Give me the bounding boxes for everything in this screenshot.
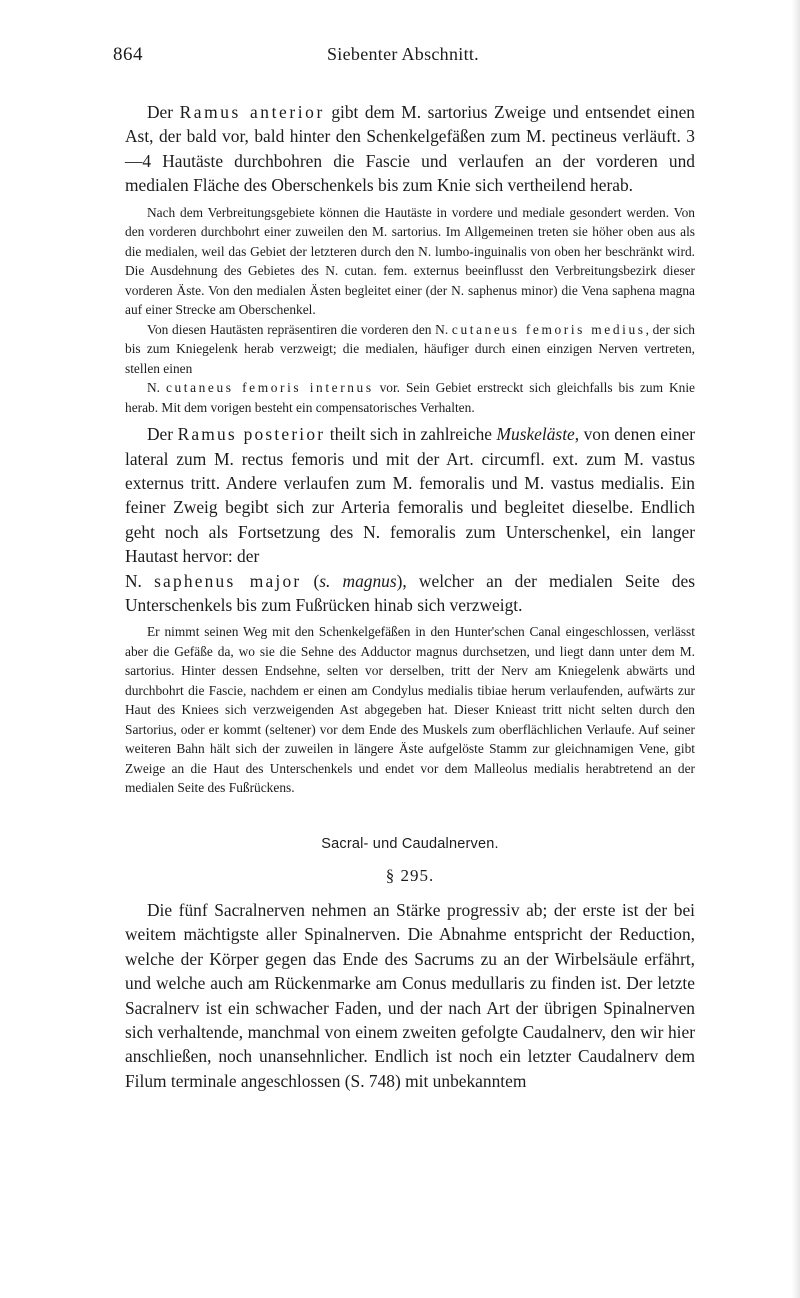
- term-cutaneus-femoris-medius: cutaneus femoris medius: [451, 321, 646, 337]
- paragraph-saphenus-major: N. saphenus major (s. magnus), welcher an der medialen Seite des Unterschenkels bis zum Fußrücken hinab sich verzweigt.: [125, 570, 695, 615]
- term-saphenus-major: saphenus major: [154, 570, 302, 591]
- running-title: Siebenter Abschnitt.: [327, 44, 479, 64]
- section-number: § 295.: [385, 865, 435, 885]
- note-cutaneus-internus: N. cutaneus femoris internus vor. Sein Gebiet erstreckt sich gleichfalls bis zum Knie herab. Mit dem vorigen besteht ein compensatorisches Verhalten.: [125, 380, 695, 415]
- note-cutaneus-medius: Von diesen Hautästen repräsentiren die vorderen den N. cutaneus femoris medius, der sich bis zum Kniegelenk herab verzweigt; die medialen, häufiger durch einen einzigen Nerven vertreten, stellen einen: [125, 321, 696, 376]
- paragraph-ramus-posterior: Der Ramus posterior theilt sich in zahlreiche Muskeläste, von denen einer lateral zum M. rectus femoris und mit der Art. circumfl. ext. zum M. vastus externus tritt. Andere verlaufen zum M. femoralis und M. vastus medialis. Ein feiner Zweig begibt sich zur Arteria femoralis und begleitet dieselbe. Endlich geht noch als Fortsetzung des N. femoralis zum Unterschenkel, ein langer Hautast hervor: der: [125, 424, 695, 567]
- paragraph-ramus-anterior: Der Ramus anterior gibt dem M. sartorius Zweige und entsendet einen Ast, der bald vor, bald hinter den Schenkelgefäßen zum M. pectineus verläuft. 3—4 Hautäste durchbohren die Fascie und verlaufen an der vorderen und medialen Fläche des Oberschenkels bis zum Knie sich vertheilend herab.: [125, 102, 695, 196]
- page-body: [125, 100, 695, 1093]
- section-heading: Sacral- und Caudalnerven.: [321, 835, 499, 852]
- note-saphenus-course: Er nimmt seinen Weg mit den Schenkelgefäßen in den Hunter'schen Canal eingeschlossen, verlässt aber die Gefäße da, wo sie die Sehne des Adductor magnus durchsetzen, und liegt dann unter dem M. sartorius. Hinter dessen Endsehne, selten vor derselben, tritt der Nerv am Kniegelenk abwärts und durchbohrt die Fascie, nachdem er einen am Condylus medialis tibiae herum verlaufenden, aufwärts zur Haut des Kniees sich verzweigenden Ast abgegeben hat. Dieser Knieast tritt nicht selten durch den Sartorius, oder er kommt (seltener) vor dem Ende des Muskels zum oberflächlichen Verlaufe. Auf seiner weiteren Bahn hält sich der zuweilen in längere Äste aufgelöste Stamm zur gleichnamigen Vene, gibt Zweige an die Haut des Unterschenkels und endet vor dem Malleolus medialis herabtretend an der medialen Seite des Fußrückens.: [125, 624, 695, 796]
- page-number: 864: [113, 44, 143, 65]
- page-header: [113, 44, 693, 70]
- note-hautaeste: Nach dem Verbreitungsgebiete können die Hautäste in vordere und mediale gesondert werden. Von den vorderen durchbohrt einer zuweilen den M. sartorius. Im Allgemeinen treten sie höher oben aus als die medialen, weil das Gebiet der letzteren durch den N. lumbo-inguinalis von oben her beschränkt wird. Die Ausdehnung des Gebietes des N. cutan. fem. externus beeinflusst den Verbreitungsbezirk dieser vorderen Äste. Von den medialen Ästen begleitet einer (der N. saphenus minor) die Vena saphena magna auf einer Strecke am Oberschenkel.: [125, 204, 695, 318]
- term-ramus-anterior: Ramus anterior: [179, 102, 325, 122]
- page-edge-shadow: [791, 0, 800, 1298]
- term-ramus-posterior: Ramus posterior: [177, 424, 326, 445]
- term-cutaneus-femoris-internus: cutaneus femoris internus: [165, 380, 374, 396]
- term-s-magnus: s. magnus: [319, 570, 397, 591]
- term-muskelaeste: Muskeläste: [496, 424, 575, 445]
- paragraph-sacralnerven: Die fünf Sacralnerven nehmen an Stärke progressiv ab; der erste ist der bei weitem mächtigste aller Spinalnerven. Die Abnahme entspricht der Reduction, welche der Körper gegen das Ende des Sacrums zu an der Wirbelsäule erfährt, und welche auch am Rückenmarke am Conus medullaris zu finden ist. Der letzte Sacralnerv ist ein schwacher Faden, und der nach Art der übrigen Spinalnerven sich verhaltende, manchmal von einem zweiten gefolgte Caudalnerv, den wir hier anschließen, noch unansehnlicher. Endlich ist noch ein letzter Caudalnerv dem Filum terminale angeschlossen (S. 748) mit unbekanntem: [125, 899, 695, 1091]
